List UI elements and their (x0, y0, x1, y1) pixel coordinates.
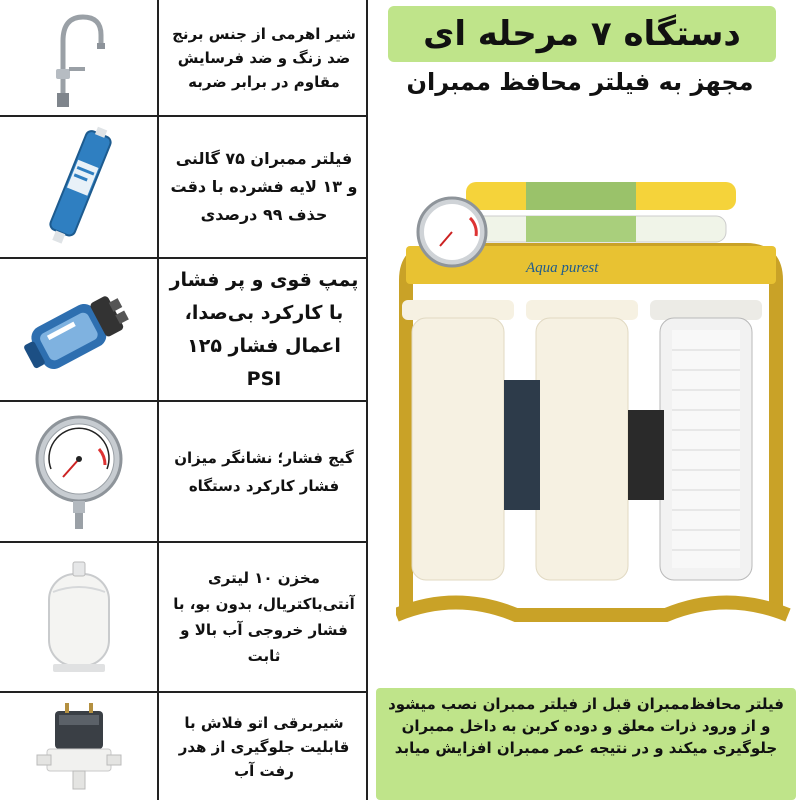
feature-text: فیلتر ممبران ۷۵ گالنی و ۱۳ لایه فشرده با دقت حذف ۹۹ درصدی (170, 149, 358, 224)
feature-row-membrane (0, 117, 368, 257)
solenoid-valve-icon (0, 693, 158, 800)
membrane-filter-icon (0, 117, 158, 257)
pump-icon (0, 259, 158, 400)
feature-text: گیج فشار؛ نشانگر میزان فشار کارکرد دستگاه (174, 448, 354, 495)
page-title: دستگاه ۷ مرحله ای (388, 6, 776, 62)
water-tank-icon (0, 543, 158, 691)
feature-text: شیربرقی اتو فلاش با قابلیت جلوگیری از هدر رفت آب (178, 713, 350, 780)
feature-row-pump (0, 259, 368, 400)
feature-row-tank (0, 543, 368, 691)
feature-row-gauge (0, 402, 368, 541)
pressure-gauge-icon (0, 402, 158, 541)
feature-text: شیر اهرمی از جنس برنج ضد زنگ و ضد فرسایش مقاوم در برابر ضربه (172, 24, 356, 91)
brand-logo: Aqua purest (526, 260, 599, 276)
product-image (396, 170, 796, 640)
feature-row-valve (0, 693, 368, 800)
feature-text: پمپ قوی و پر فشار با کارکرد بی‌صدا، اعمال فشار ۱۲۵ PSI (169, 268, 359, 390)
membrane-protection-note: فیلتر محافظ‌ممبران قبل از فیلتر ممبران نصب میشود و از ورود ذرات معلق و دوده کربن به داخل ممبران جلوگیری میکند و در نتیجه عمر ممبران افزایش میابد (376, 688, 796, 800)
page-subtitle: مجهز به فیلتر محافظ ممبران (406, 68, 754, 96)
feature-text: مخزن ۱۰ لیتری آنتی‌باکتریال، بدون بو، با فشار خروجی آب بالا و ثابت (173, 569, 355, 665)
feature-row-faucet (0, 0, 368, 115)
faucet-icon (0, 0, 158, 115)
